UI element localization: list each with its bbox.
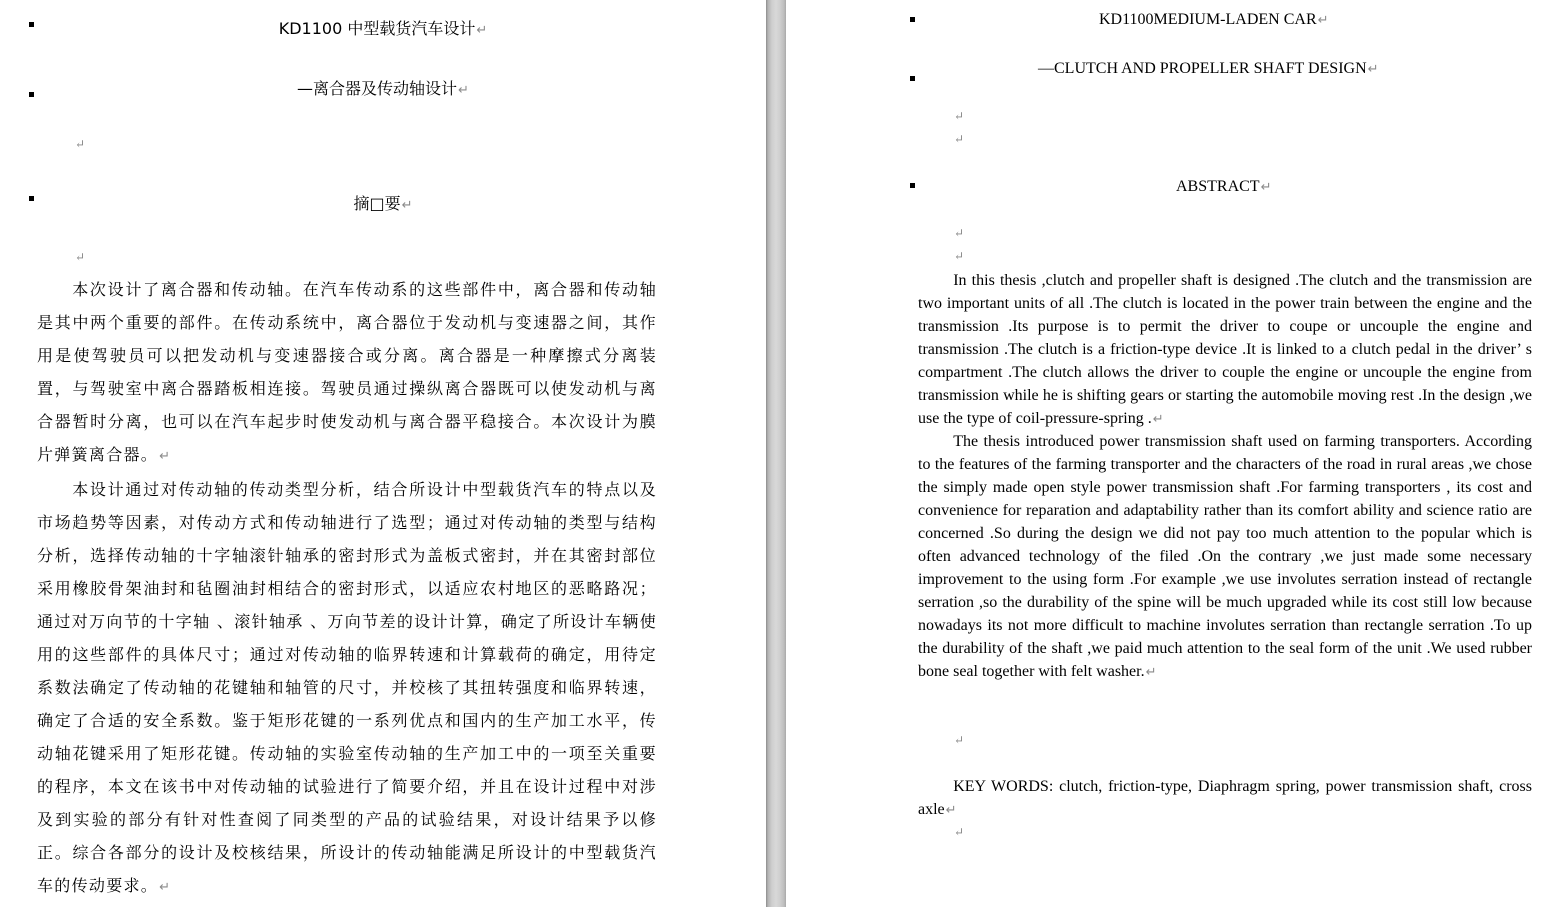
page-subtitle: —CLUTCH AND PROPELLER SHAFT DESIGN↵	[1038, 60, 1379, 77]
page-gap	[766, 0, 786, 907]
abstract-body-cn	[37, 273, 657, 904]
abstract-paragraph: The thesis introduced power transmission shaft used on farming transporters. According to the features of the farming transporter and the characters of the road in rural areas ,we chose the simply made open style power transmission shaft .For farming transporters , its cost and convenience for reparation and adaptability rather than its comfort ability and science ratio are concerned .So during the design we did not pay too much attention to the popular which is often advanced technology of the filed .On the contrary ,we just made some necessary improvement to the using form .For example ,we use involutes serration instead of rectangle serration ,so the durability of the spine will be much upgraded while its cost still low because nowadays its not more difficult to machine involutes serration than rectangle serration .To up the durability of the shaft ,we paid much attention to the seal form of the unit .We used rubber bone seal together with felt washer.↵	[918, 433, 1532, 680]
empty-paragraph-mark: ↵	[954, 249, 965, 263]
empty-paragraph-mark: ↵	[954, 733, 965, 747]
empty-paragraph-mark: ↵	[75, 250, 86, 264]
abstract-paragraph: 本设计通过对传动轴的传动类型分析，结合所设计中型载货汽车的特点以及市场趋势等因素，对传动方式和传动轴进行了选型；通过对传动轴的类型与结构分析，选择传动轴的十字轴滚针轴承的密封形式为盖板式密封，并在其密封部位采用橡胶骨架油封和毡圈油封相结合的密封形式，以适应农村地区的恶略路况；通过对万向节的十字轴 、滚针轴承 、万向节差的设计计算，确定了所设计车辆使用的这些部件的具体尺寸；通过对传动轴的临界转速和计算载荷的确定，用待定系数法确定了传动轴的花键轴和轴管的尺寸，并校核了其扭转强度和临界转速，确定了合适的安全系数。鉴于矩形花键的一系列优点和国内的生产加工水平，传动轴花键采用了矩形花键。传动轴的实验室传动轴的生产加工中的一项至关重要的程序，本文在该书中对传动轴的试验进行了简要介绍，并且在设计过程中对涉及到实验的部分有针对性查阅了同类型的产品的试验结果，对设计结果予以修正。综合各部分的设计及校核结果，所设计的传动轴能满足所设计的中型载货汽车的传动要求。↵	[37, 480, 657, 895]
abstract-paragraph: 本次设计了离合器和传动轴。在汽车传动系的这些部件中，离合器和传动轴是其中两个重要的部件。在传动系统中，离合器位于发动机与变速器之间，其作用是使驾驶员可以把发动机与变速器接合或分离。离合器是一种摩擦式分离装置，与驾驶室中离合器踏板相连接。驾驶员通过操纵离合器既可以使发动机与离合器暂时分离，也可以在汽车起步时使发动机与离合器平稳接合。本次设计为膜片弹簧离合器。↵	[37, 280, 657, 464]
abstract-paragraph: In this thesis ,clutch and propeller shaft is designed .The clutch and the transmission are two important units of all .The clutch is located in the power train between the engine and the transmission .Its purpose is to permit the driver to coupe or uncouple the engine and transmission .The clutch is a friction-type device .It is linked to a clutch pedal in the driver’ s compartment .The clutch allows the driver to couple the engine or uncouple the engine from transmission while he is shifting gears or starting the automobile moving rest .In the design ,we use the type of coil-pressure-spring .↵	[918, 272, 1532, 427]
empty-paragraph-mark: ↵	[954, 109, 965, 123]
keywords: KEY WORDS: clutch, friction-type, Diaphragm spring, power transmission shaft, cross axle↵	[918, 778, 1532, 818]
page-subtitle: —离合器及传动轴设计↵	[297, 79, 469, 98]
abstract-heading: 摘□要↵	[353, 194, 413, 213]
empty-paragraph-mark: ↵	[75, 137, 86, 151]
paragraph-bullet	[910, 17, 915, 22]
abstract-heading: ABSTRACT↵	[1176, 178, 1272, 195]
page-title: KD1100MEDIUM-LADEN CAR↵	[1099, 11, 1329, 28]
chinese-page	[0, 0, 766, 907]
empty-paragraph-mark: ↵	[954, 825, 965, 839]
paragraph-bullet	[910, 76, 915, 81]
page-title: KD1100 中型载货汽车设计↵	[278, 19, 488, 38]
empty-paragraph-mark: ↵	[954, 132, 965, 146]
empty-paragraph-mark: ↵	[954, 226, 965, 240]
abstract-body-en	[918, 269, 1532, 683]
paragraph-bullet	[910, 183, 915, 188]
